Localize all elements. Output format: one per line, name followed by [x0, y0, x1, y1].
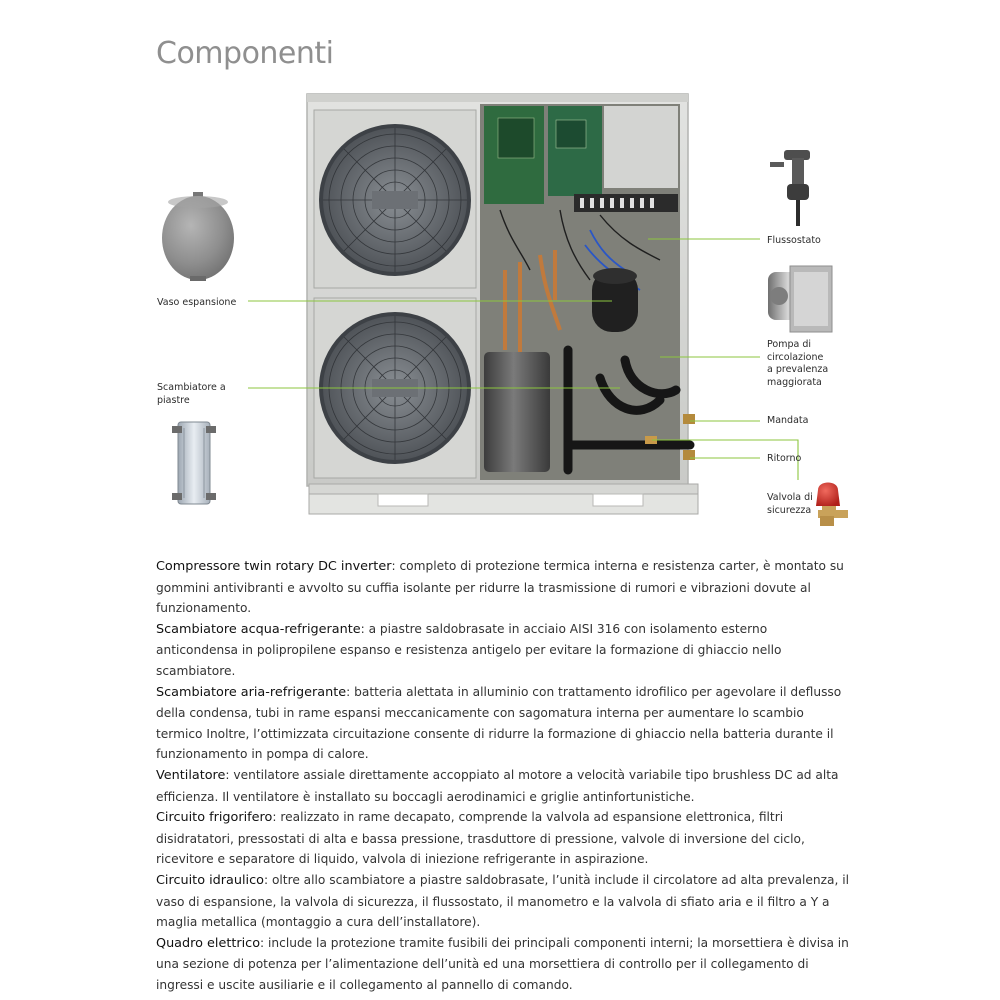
section-scambiatore-aria — [156, 682, 850, 765]
section-term: Quadro elettrico — [156, 935, 261, 951]
components-description — [156, 556, 850, 995]
label-pompa — [767, 339, 828, 389]
circulation-pump-image — [768, 266, 832, 332]
section-text: : realizzato in rame decapato, comprende la valvola ad espansione elettronica, filtri disidratatori, pressostati di alta e bassa pressione, trasduttore di pressione, valvole di inversione del ciclo, ricevitore e separatore di liquido, valvola di iniezione refrigerante in aspirazione. — [156, 810, 805, 867]
section-term: Circuito idraulico — [156, 872, 264, 888]
section-quadro-elettrico — [156, 933, 850, 996]
section-circuito-frigorifero — [156, 807, 850, 870]
label-vaso-espansione: Vaso espansione — [157, 297, 237, 308]
label-scambiatore — [157, 382, 226, 407]
label-scambiatore-line-2: piastre — [157, 394, 190, 406]
label-pompa-line-3: a prevalenza — [767, 364, 829, 375]
label-mandata: Mandata — [767, 415, 809, 426]
section-scambiatore-acqua — [156, 619, 850, 682]
section-text: : oltre allo scambiatore a piastre saldobrasate, l’unità include il circolatore ad alta prevalenza, il vaso di espansione, la valvola di sicurezza, il flussostato, il manometro e la valvola di sfiato aria e il filtro a Y a maglia metallica (montaggio a cura dell’installatore). — [156, 872, 850, 930]
section-text: : include la protezione tramite fusibili dei principali componenti interni; la morsettiera è divisa in una sezione di potenza per l’alimentazione dell’unità ed una morsettiera di controllo per il collegamento di ingressi e uscite ausiliarie e il collegamento al pannello di comando. — [156, 935, 849, 992]
flow-switch-image — [770, 150, 810, 226]
section-term: Compressore twin rotary DC inverter — [156, 559, 392, 574]
label-pompa-line-1: Pompa di — [767, 339, 811, 350]
safety-valve-image — [816, 483, 848, 527]
label-flussostato: Flussostato — [767, 235, 821, 246]
section-term: Circuito frigorifero — [156, 810, 273, 826]
section-text: : batteria alettata in alluminio con trattamento idrofilico per agevolare il deflusso della condensa, tubi in rame espansi meccanicamente con sagomatura interna per aumentare lo scambio termico Inoltre, l’ottimizzata circuitazione consente di ridurre la formazione di ghiaccio nella batteria durante il funzionamento in pompa di calore. — [156, 684, 842, 762]
plate-heat-exchanger-image — [172, 422, 216, 504]
label-scambiatore-line-1: Scambiatore a — [157, 382, 226, 393]
heat-pump-unit-image — [307, 94, 698, 514]
section-compressore — [156, 556, 850, 619]
section-text: : completo di protezione termica interna e resistenza carter, è montato su gommini antivibranti e avvolto su cuffia isolante per ridurre la trasmissione di rumori e vibrazioni dovute al funzionamento. — [156, 559, 844, 616]
expansion-vessel-image — [162, 192, 234, 281]
section-circuito-idraulico — [156, 870, 850, 933]
section-text: : ventilatore assiale direttamente accoppiato al motore a velocità variabile tipo brushless DC ad alta efficienza. Il ventilatore è installato su boccagli aerodinamici e griglie antinfortunistiche. — [156, 767, 839, 804]
label-valvola-line-2: sicurezza — [767, 504, 812, 516]
label-valvola-line-1: Valvola di — [767, 492, 813, 503]
label-ritorno: Ritorno — [767, 453, 802, 464]
label-pompa-line-4: maggiorata — [767, 376, 822, 388]
section-term: Scambiatore acqua-refrigerante — [156, 621, 361, 637]
section-term: Scambiatore aria-refrigerante — [156, 684, 347, 700]
label-valvola-sicurezza — [767, 492, 813, 517]
section-term: Ventilatore — [156, 767, 226, 783]
page-title: Componenti — [156, 36, 334, 71]
label-pompa-line-2: circolazione — [767, 351, 824, 363]
section-text: : a piastre saldobrasate in acciaio AISI 316 con isolamento esterno anticondensa in polipropilene espanso e resistenza antigelo per evitare la formazione di ghiaccio nello scambiatore. — [156, 621, 782, 678]
section-ventilatore — [156, 765, 850, 807]
